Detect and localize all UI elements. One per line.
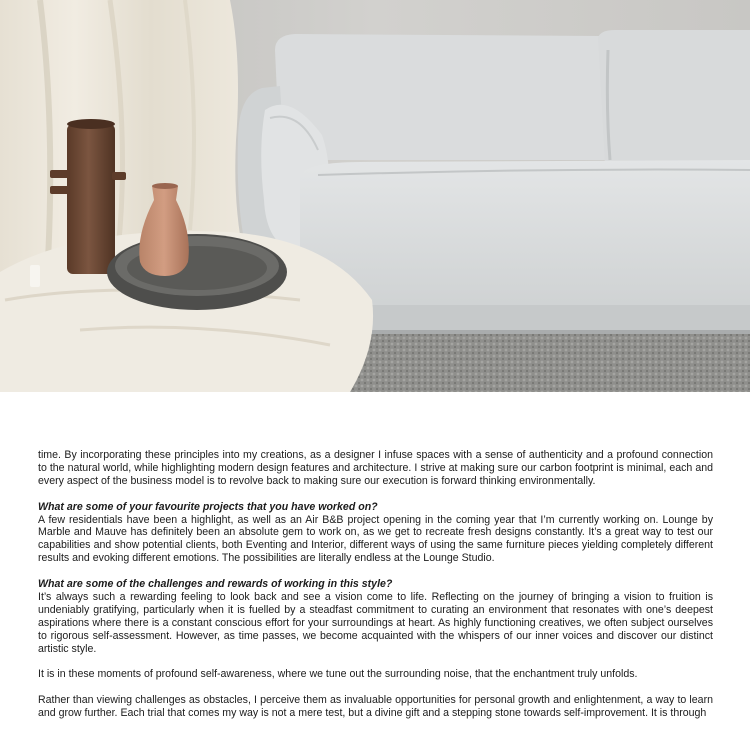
article-paragraph-challenges: Rather than viewing challenges as obstacles, I perceive them as invaluable opportunities for personal growth and enlightenment, a way to learn and grow further. Each trial that comes my way is not a mere test, but a divine gift and a stepping stone towards self-improvement. It is through (38, 694, 713, 720)
answer-favourite-projects: A few residentials have been a highlight, as well as an Air B&B project opening in the coming year that I’m currently working on. Lounge by Marble and Mauve has definitely been an absolute gem to work on, as we get to recreate fresh designs constantly. It’s a great way to test our capabilities and show potential clients, both Eventing and Interior, different ways of using the same furniture pieces yielding completely different results and evoking different emotions. The possibilities are literally endless at the Lounge Studio. (38, 513, 713, 565)
question-favourite-projects: What are some of your favourite projects that you have worked on? (38, 500, 378, 513)
answer-challenges-rewards: It’s always such a rewarding feeling to look back and see a vision come to life. Reflecting on the journey of bringing a vision to fruition is undeniably gratifying, particularly when it is fuelled by a steadfast commitment to curating an environment that resonates with one’s deepest aspirations where there is a constant conscious effort for your surroundings at heart. As highly functioning creatives, we often subject ourselves to rigorous self-assessment. However, as time passes, we become acquainted with the whispers of our inner voices and discover our distinct artistic style. (38, 590, 713, 655)
article-paragraph-self-awareness: It is in these moments of profound self-awareness, where we tune out the surrounding noise, that the enchantment truly unfolds. (38, 668, 638, 681)
question-challenges-rewards: What are some of the challenges and rewards of working in this style? (38, 578, 393, 591)
article-paragraph-intro: time. By incorporating these principles into my creations, as a designer I infuse spaces with a sense of authenticity and a profound connection to the natural world, while highlighting modern design features and architecture. I strive at making sure our carbon footprint is minimal, each and every aspect of the business model is to revolve back to making sure our execution is forward thinking environmentally. (38, 449, 713, 487)
article-body (38, 449, 713, 733)
